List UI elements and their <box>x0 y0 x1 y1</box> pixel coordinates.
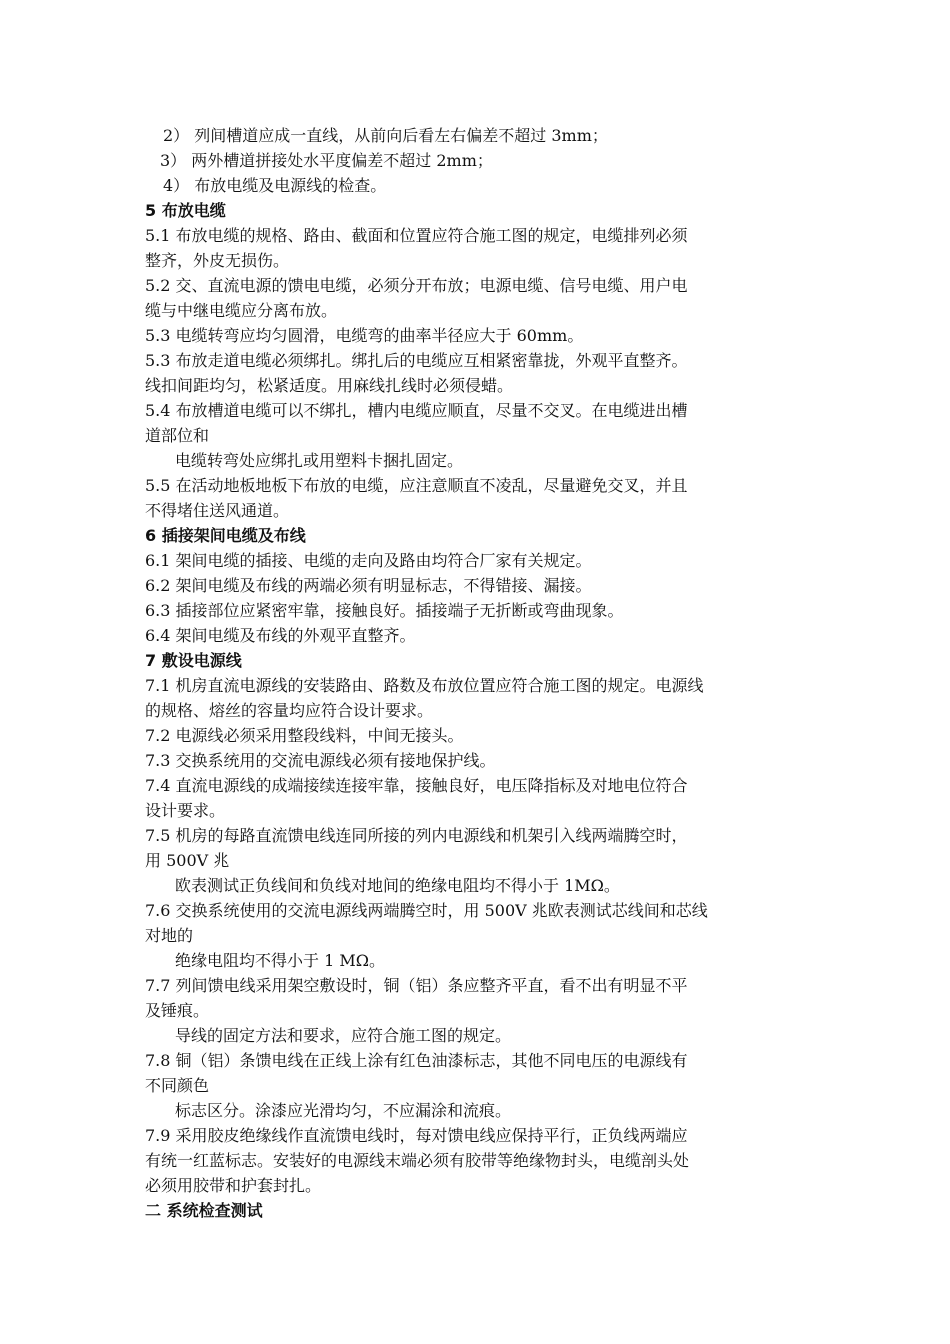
text-line: 设计要求。 <box>145 801 226 820</box>
text-line: 7.7 列间馈电线采用架空敷设时，铜（铝）条应整齐平直，看不出有明显不平 <box>145 976 688 995</box>
text-line: 的规格、熔丝的容量均应符合设计要求。 <box>145 701 434 720</box>
text-line: 2） 列间槽道应成一直线，从前向后看左右偏差不超过 3mm； <box>163 126 608 145</box>
text-line: 标志区分。涂漆应光滑均匀，不应漏涂和流痕。 <box>175 1101 512 1120</box>
section-heading: 7 敷设电源线 <box>145 651 242 670</box>
text-line: 对地的 <box>145 926 194 945</box>
text-line: 7.2 电源线必须采用整段线料，中间无接头。 <box>145 726 464 745</box>
text-line: 5.1 布放电缆的规格、路由、截面和位置应符合施工图的规定，电缆排列必须 <box>145 226 688 245</box>
text-line: 缆与中继电缆应分离布放。 <box>145 301 338 320</box>
text-line: 7.8 铜（铝）条馈电线在正线上涂有红色油漆标志，其他不同电压的电源线有 <box>145 1051 688 1070</box>
section-heading: 5 布放电缆 <box>145 201 226 220</box>
section-heading: 6 插接架间电缆及布线 <box>145 526 306 545</box>
text-line: 6.1 架间电缆的插接、电缆的走向及路由均符合厂家有关规定。 <box>145 551 592 570</box>
text-line: 7.5 机房的每路直流馈电线连同所接的列内电源线和机架引入线两端腾空时， <box>145 826 688 845</box>
text-line: 导线的固定方法和要求，应符合施工图的规定。 <box>175 1026 512 1045</box>
text-line: 道部位和 <box>145 426 210 445</box>
section-heading: 二 系统检查测试 <box>145 1201 263 1220</box>
text-line: 7.6 交换系统使用的交流电源线两端腾空时，用 500V 兆欧表测试芯线间和芯线 <box>145 901 708 920</box>
text-line: 6.2 架间电缆及布线的两端必须有明显标志，不得错接、漏接。 <box>145 576 592 595</box>
text-line: 绝缘电阻均不得小于 1 MΩ。 <box>175 951 386 970</box>
text-line: 7.4 直流电源线的成端接续连接牢靠，接触良好，电压降指标及对地电位符合 <box>145 776 688 795</box>
text-line: 5.3 布放走道电缆必须绑扎。绑扎后的电缆应互相紧密靠拢，外观平直整齐。 <box>145 351 688 370</box>
text-line: 不同颜色 <box>145 1076 210 1095</box>
text-line: 不得堵住送风通道。 <box>145 501 290 520</box>
text-line: 5.5 在活动地板地板下布放的电缆，应注意顺直不凌乱，尽量避免交叉，并且 <box>145 476 688 495</box>
text-line: 5.2 交、直流电源的馈电电缆，必须分开布放；电源电缆、信号电缆、用户电 <box>145 276 688 295</box>
text-line: 5.4 布放槽道电缆可以不绑扎，槽内电缆应顺直，尽量不交叉。在电缆进出槽 <box>145 401 688 420</box>
text-line: 有统一红蓝标志。安装好的电源线末端必须有胶带等绝缘物封头，电缆剖头处 <box>145 1151 690 1170</box>
text-line: 3） 两外槽道拼接处水平度偏差不超过 2mm； <box>160 151 493 170</box>
text-line: 7.9 采用胶皮绝缘线作直流馈电线时，每对馈电线应保持平行，正负线两端应 <box>145 1126 688 1145</box>
text-line: 7.1 机房直流电源线的安装路由、路数及布放位置应符合施工图的规定。电源线 <box>145 676 704 695</box>
text-line: 7.3 交换系统用的交流电源线必须有接地保护线。 <box>145 751 496 770</box>
text-line: 欧表测试正负线间和负线对地间的绝缘电阻均不得小于 1MΩ。 <box>175 876 620 895</box>
text-line: 6.4 架间电缆及布线的外观平直整齐。 <box>145 626 416 645</box>
text-line: 4） 布放电缆及电源线的检查。 <box>163 176 387 195</box>
text-line: 及锤痕。 <box>145 1001 210 1020</box>
text-line: 线扣间距均匀，松紧适度。用麻线扎线时必须侵蜡。 <box>145 376 514 395</box>
text-line: 必须用胶带和护套封扎。 <box>145 1176 322 1195</box>
text-line: 6.3 插接部位应紧密牢靠，接触良好。插接端子无折断或弯曲现象。 <box>145 601 624 620</box>
text-line: 电缆转弯处应绑扎或用塑料卡捆扎固定。 <box>175 451 464 470</box>
text-line: 5.3 电缆转弯应均匀圆滑，电缆弯的曲率半径应大于 60mm。 <box>145 326 584 345</box>
text-line: 整齐，外皮无损伤。 <box>145 251 290 270</box>
text-line: 用 500V 兆 <box>145 851 230 870</box>
